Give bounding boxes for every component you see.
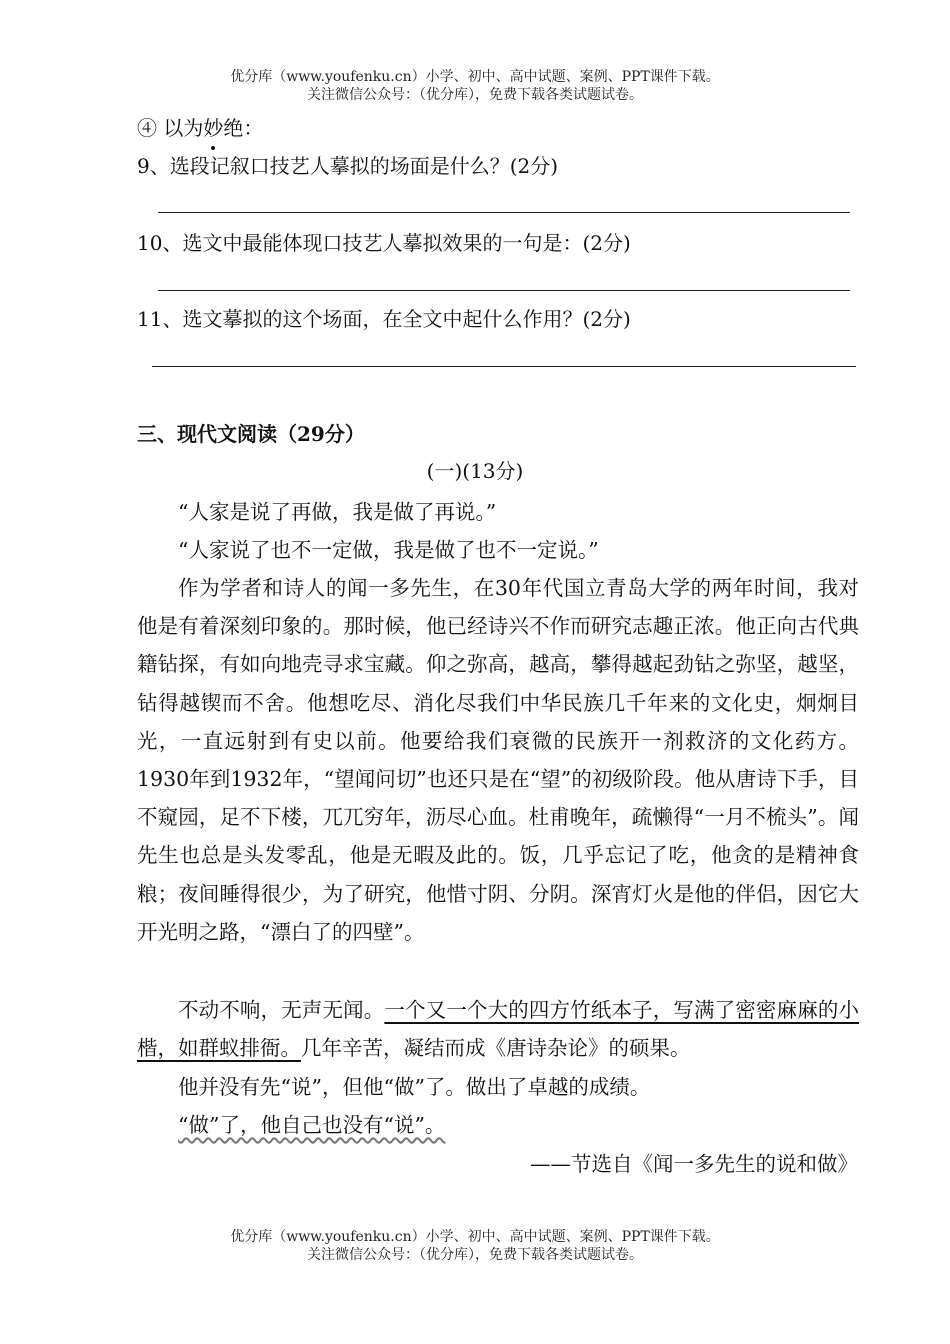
answer-line-10[interactable] <box>158 290 850 291</box>
quote-1: “人家是说了再做，我是做了再说。” <box>178 500 497 524</box>
header-line-1: 优分库（www.youfenku.cn）小学、初中、高中试题、案例、PPT课件下载。 <box>230 69 720 85</box>
paragraph-1: 作为学者和诗人的闻一多先生，在30年代国立青岛大学的两年时间，我对他是有着深刻印象的。那时候，他已经诗兴不作而研究志趣正浓。他正向古代典籍钻探，有如向地壳寻求宝藏。仰之弥高，越高，攀得越起劲钻之弥坚，越坚，钻得越锲而不舍。他想吃尽、消化尽我们中华民族几千年来的文化史，炯炯目光，一直远射到有史以前。他要给我们衰微的民族开一剂救济的文化药方。1930年到1932年，“望闻问切”也还只是在“望”的初级阶段。他从唐诗下手，目不窥园，足不下楼，兀兀穷年，沥尽心血。杜甫晚年，疏懒得“一月不梳头”。闻先生也总是头发零乱，他是无暇及此的。饭，几乎忘记了吃，他贪的是精神食粮；夜间睡得很少，为了研究，他惜寸阴、分阴。深宵灯火是他的伴侣，因它大开光明之路，“漂白了的四壁”。 <box>137 576 859 944</box>
footer-line-1: 优分库（www.youfenku.cn）小学、初中、高中试题、案例、PPT课件下载。 <box>230 1229 720 1245</box>
item4-prefix: ④ 以为 <box>137 116 204 140</box>
subsection-title: (一)(13分) <box>426 459 524 483</box>
question-9: 9、选段记叙口技艺人摹拟的场面是什么？(2分) <box>137 154 559 178</box>
footer-line-2: 关注微信公众号：（优分库），免费下载各类试题试卷。 <box>307 1247 643 1263</box>
wavy-underlined-sentence: “做”了，他自己也没有“说”。 <box>178 1113 446 1137</box>
answer-line-11[interactable] <box>152 366 856 367</box>
para2-tail: 几年辛苦，凝结而成《唐诗杂论》的硕果。 <box>301 1036 691 1061</box>
item4-suffix: 绝： <box>223 116 264 140</box>
paragraph-2 <box>137 991 859 1067</box>
para2-lead: 不动不响，无声无闻。 <box>178 998 385 1022</box>
source-attribution: ——节选自《闻一多先生的说和做》 <box>530 1152 858 1176</box>
answer-line-9[interactable] <box>158 212 850 213</box>
section-title: 三、现代文阅读（29分） <box>137 422 365 446</box>
dotted-char: 妙 <box>203 116 224 140</box>
paragraph-4 <box>137 1106 859 1144</box>
paragraph-3: 他并没有先“说”，但他“做”了。做出了卓越的成绩。 <box>178 1075 651 1099</box>
page-footer <box>0 1228 950 1264</box>
quote-2: “人家说了也不一定做，我是做了也不一定说。” <box>178 538 599 562</box>
question-11: 11、选文摹拟的这个场面，在全文中起什么作用？(2分) <box>137 307 631 331</box>
underlined-sentence: 一个又一个大的四方竹纸本子，写满了密密麻麻的小楷，如群蚁排衙。 <box>137 998 859 1061</box>
question-item-4 <box>137 114 263 142</box>
question-10: 10、选文中最能体现口技艺人摹拟效果的一句是：(2分) <box>137 231 631 255</box>
header-line-2: 关注微信公众号：（优分库），免费下载各类试题试卷。 <box>307 87 643 103</box>
page-header-top <box>0 68 950 104</box>
